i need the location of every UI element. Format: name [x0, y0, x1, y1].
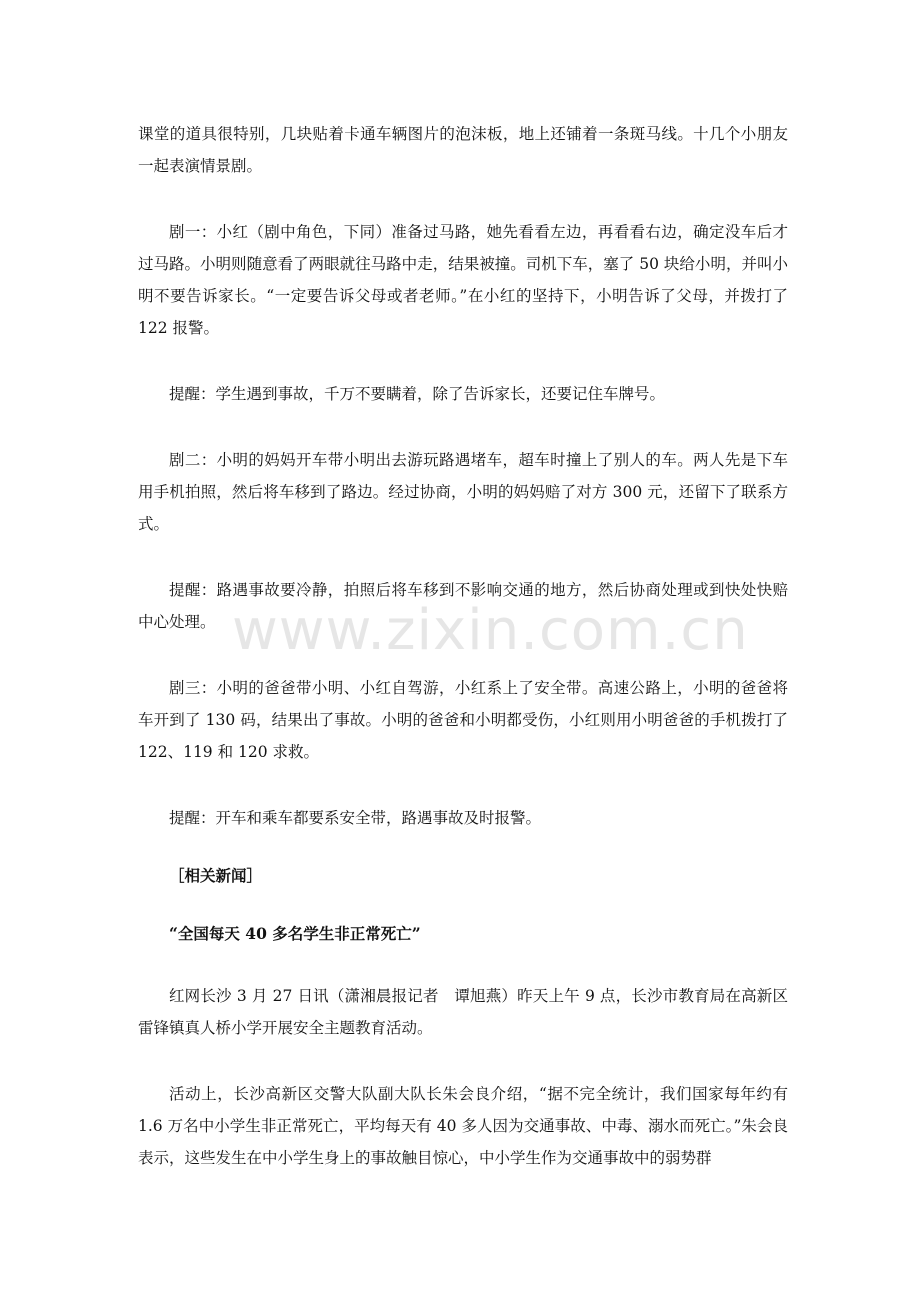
play-three-paragraph: 剧三：小明的爸爸带小明、小红自驾游，小红系上了安全带。高速公路上，小明的爸爸将车开到了 130 码，结果出了事故。小明的爸爸和小明都受伤，小红则用小明爸爸的手机拨打了 122、119 和 120 求救。	[138, 679, 788, 761]
related-news-heading: ［相关新闻］	[169, 866, 263, 885]
news-body-paragraph: 活动上，长沙高新区交警大队副大队长朱会良介绍，“据不完全统计，我们国家每年约有 1.6 万名中小学生非正常死亡，平均每天有 40 多人因为交通事故、中毒、溺水而死亡。”朱会良表示，这些发生在中小学生身上的事故触目惊心，中小学生作为交通事故中的弱势群	[138, 1085, 788, 1167]
news-lead-paragraph: 红网长沙 3 月 27 日讯（潇湘晨报记者 谭旭燕）昨天上午 9 点，长沙市教育局在高新区雷锋镇真人桥小学开展安全主题教育活动。	[138, 987, 788, 1037]
intro-paragraph: 课堂的道具很特别，几块贴着卡通车辆图片的泡沫板，地上还铺着一条斑马线。十几个小朋友一起表演情景剧。	[138, 125, 788, 175]
article-body	[138, 118, 788, 1174]
reminder-one-paragraph: 提醒：学生遇到事故，千万不要瞒着，除了告诉家长，还要记住车牌号。	[169, 385, 666, 403]
reminder-three-paragraph: 提醒：开车和乘车都要系安全带，路遇事故及时报警。	[169, 809, 542, 827]
news-headline: “全国每天 40 多名学生非正常死亡”	[169, 924, 421, 943]
play-one-paragraph: 剧一：小红（剧中角色，下同）准备过马路，她先看看左边，再看看右边，确定没车后才过马路。小明则随意看了两眼就往马路中走，结果被撞。司机下车，塞了 50 块给小明，并叫小明不要告诉家长。“一定要告诉父母或者老师。”在小红的坚持下，小明告诉了父母，并拨打了 122 报警。	[138, 223, 788, 337]
reminder-two-paragraph: 提醒：路遇事故要冷静，拍照后将车移到不影响交通的地方，然后协商处理或到快处快赔中心处理。	[138, 581, 788, 631]
watermark: www.zixin.com.cn	[232, 598, 749, 663]
play-two-paragraph: 剧二：小明的妈妈开车带小明出去游玩路遇堵车，超车时撞上了别人的车。两人先是下车用手机拍照，然后将车移到了路边。经过协商，小明的妈妈赔了对方 300 元，还留下了联系方式。	[138, 451, 788, 533]
